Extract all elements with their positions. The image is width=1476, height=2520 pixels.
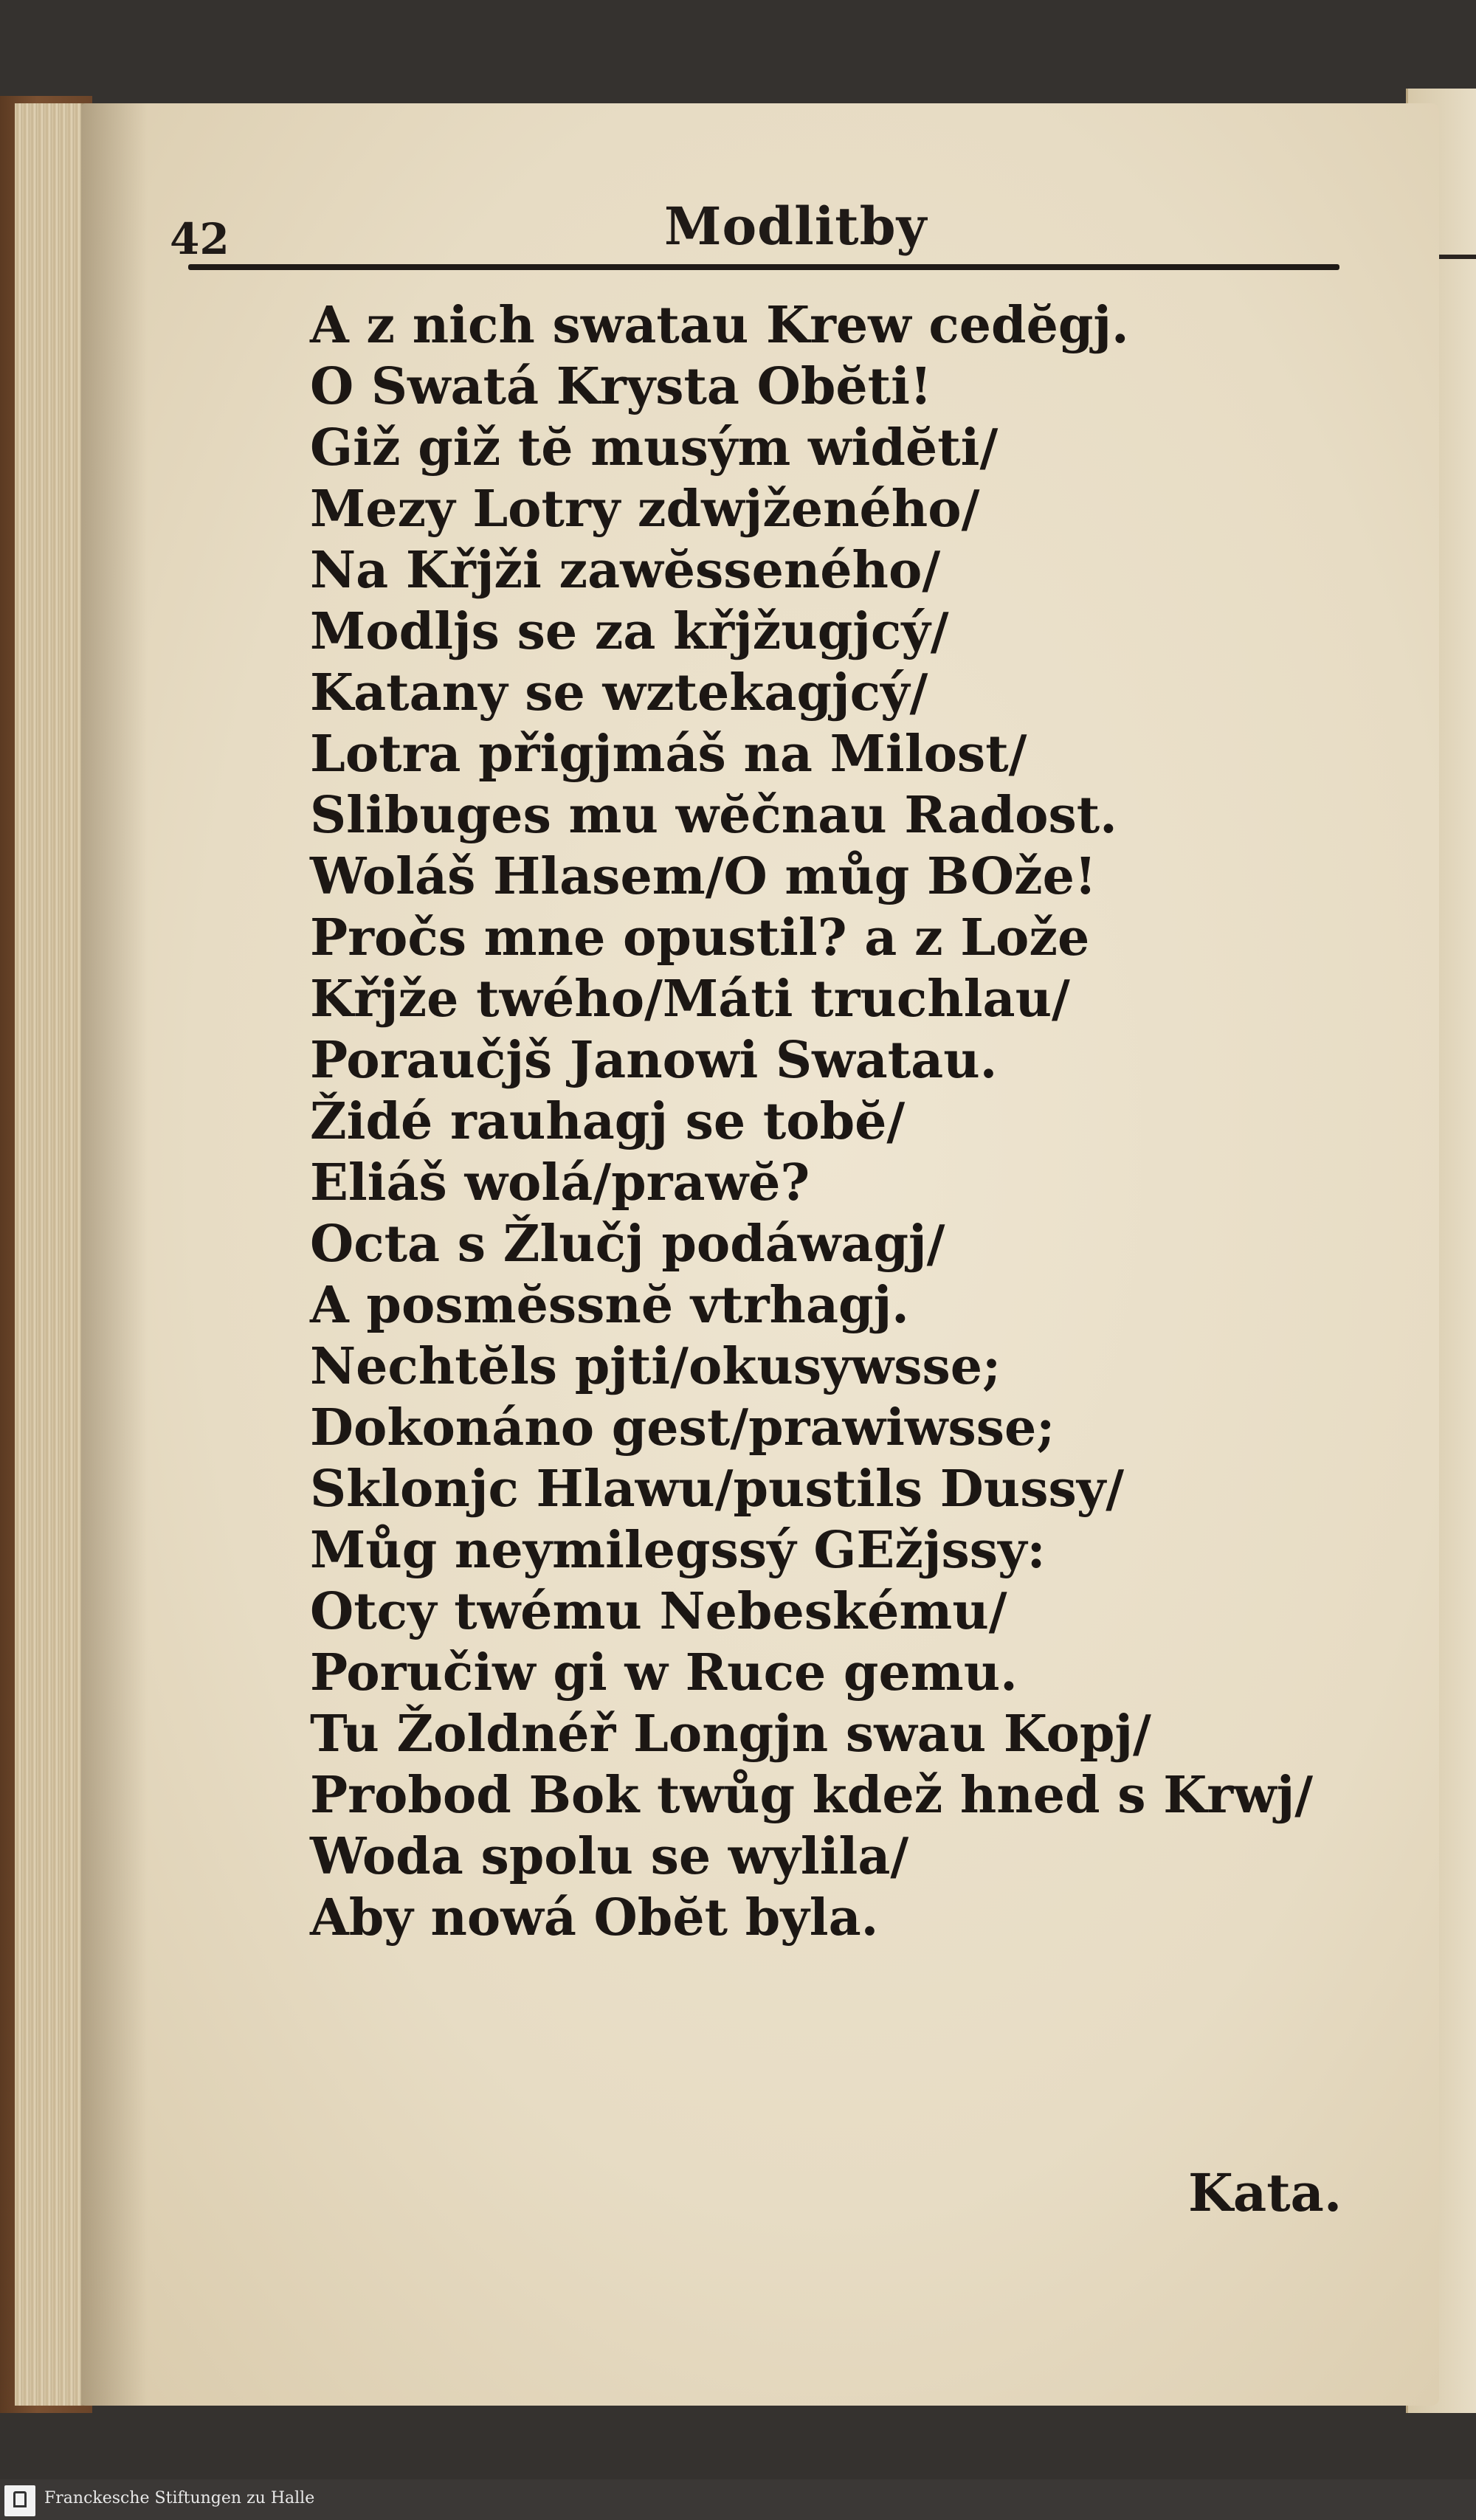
verse-line: Sklonjc Hlawu/pustils Dussy/	[310, 1460, 1125, 1519]
catchword: Kata.	[1188, 2162, 1342, 2223]
facing-page-rule	[1435, 255, 1476, 259]
verse-line: A z nich swatau Krew cedĕgj.	[310, 296, 1129, 355]
verse-line: Probod Bok twůg kdež hned s Krwj/	[310, 1766, 1314, 1825]
verse-line: Mezy Lotry zdwjženého/	[310, 480, 980, 539]
gutter-shadow	[81, 103, 148, 2406]
verse-line: Můg neymilegssý GEžjssy:	[310, 1521, 1046, 1580]
verse-text	[310, 295, 1313, 1949]
verse-line: Na Křjži zawĕssenéhо/	[310, 541, 941, 600]
institution-name: Franckesche Stiftungen zu Halle	[44, 2489, 315, 2507]
verse-line: Židé rauhagj se tobĕ/	[310, 1092, 906, 1151]
verse-line: Eliáš wolá/prawĕ?	[310, 1153, 810, 1212]
verse-line: Nechtĕls pjti/okusywsse;	[310, 1337, 1001, 1396]
institution-logo-icon	[4, 2485, 35, 2516]
verse-line: Poraučjš Janowi Swatau.	[310, 1031, 998, 1090]
verse-line: Otcy twému Nebeskému/	[310, 1582, 1007, 1641]
verse-line: Křjže twého/Máti truchlau/	[310, 970, 1070, 1029]
verse-line: Octa s Žlučj podáwagj/	[310, 1215, 945, 1274]
verse-line: Poručiw gi w Ruce gemu.	[310, 1643, 1018, 1702]
running-head: Modlitby	[664, 196, 928, 257]
verse-line: Katany se wztekagjcý/	[310, 663, 928, 722]
verse-line: O Swatá Krysta Obĕti!	[310, 357, 932, 416]
verse-line: Slibuges mu wĕčnau Radost.	[310, 786, 1117, 845]
verse-line: Lotra přigjmáš na Milost/	[310, 725, 1027, 784]
verse-line: Aby nowá Obĕt byla.	[310, 1888, 879, 1947]
verse-line: Modljs se za křjžugjcý/	[310, 602, 949, 661]
verse-line: Giž giž tĕ musým widĕti/	[310, 418, 999, 477]
verse-line: Woda spolu se wylila/	[310, 1827, 909, 1886]
verse-line: Dokonáno gest/prawiwsse;	[310, 1398, 1055, 1457]
verse-line: Tu Žoldnéř Longjn swau Kopj/	[310, 1705, 1151, 1764]
verse-line: A posmĕssnĕ vtrhagj.	[310, 1276, 909, 1335]
header-rule	[188, 264, 1339, 270]
verse-line: Woláš Hlasem/O můg BOže!	[310, 847, 1097, 906]
verse-line: Pročs mne opustil? a z Lože	[310, 908, 1090, 967]
page-number: 42	[170, 214, 230, 264]
